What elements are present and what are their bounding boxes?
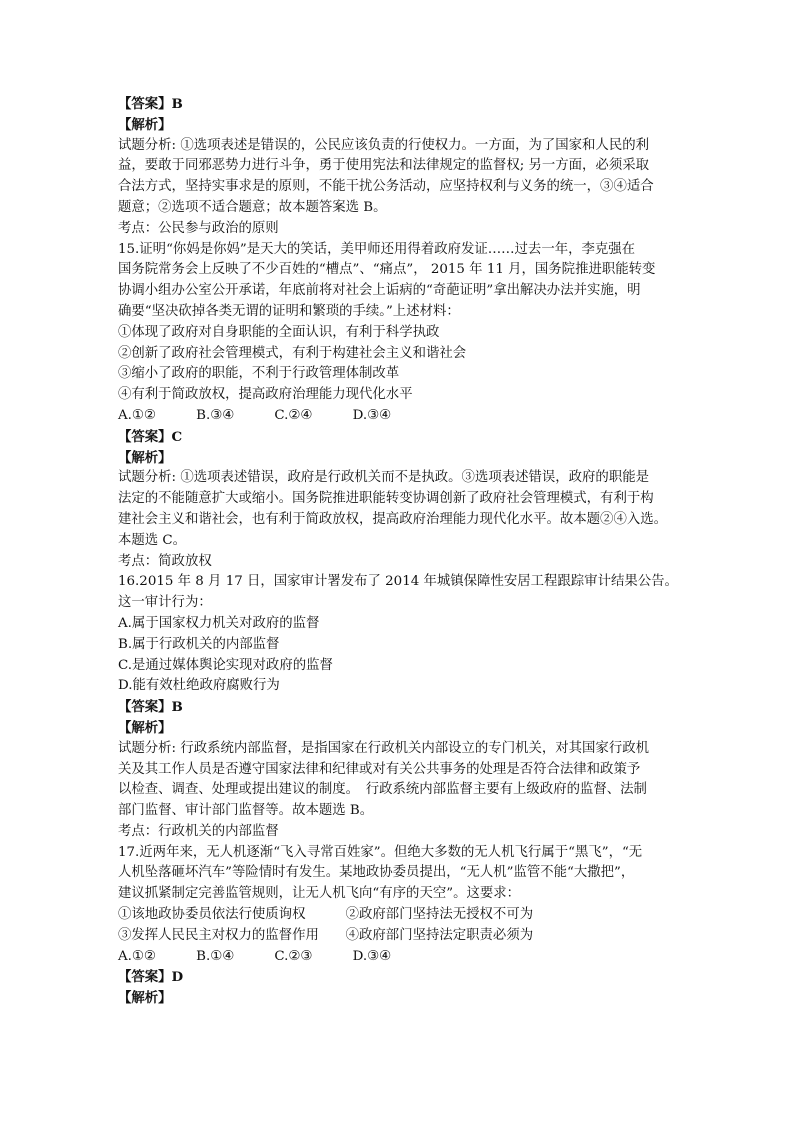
answer-label: 【答案】D xyxy=(118,969,184,986)
question-16-option: A.属于国家权力机关对政府的监督 xyxy=(118,615,320,631)
answer-label: 【答案】C xyxy=(118,428,183,445)
knowledge-point: 考点：简政放权 xyxy=(118,553,212,569)
question-15-statement: ③缩小了政府的职能，不利于行政管理体制改革 xyxy=(118,366,400,382)
question-15-stem: 15.证明“你妈是你妈”是天大的笑话，美甲师还用得着政府发证……过去一年，李克强在 xyxy=(118,241,636,257)
analysis-text: 题意；②选项不适合题意；故本题答案选 B。 xyxy=(118,199,387,215)
question-17-options: A.①② B.①④ C.②③ D.③④ xyxy=(118,948,392,964)
answer-label: 【答案】B xyxy=(118,699,183,716)
question-16-option: D.能有效杜绝政府腐败行为 xyxy=(118,678,280,694)
question-17-stem: 人机坠落砸坏汽车”等险情时有发生。某地政协委员提出，“无人机”监管不能“大撒把”， xyxy=(118,865,635,881)
analysis-text: 法定的不能随意扩大或缩小。国务院推进职能转变协调创新了政府社会管理模式，有利于构 xyxy=(118,491,654,507)
analysis-label: 【解析】 xyxy=(118,116,172,133)
document-page xyxy=(118,94,678,1009)
analysis-text: 以检查、调查、处理或提出建议的制度。 行政系统内部监督主要有上级政府的监督、法制 xyxy=(118,782,647,798)
knowledge-point: 考点：公民参与政治的原则 xyxy=(118,220,279,236)
analysis-label: 【解析】 xyxy=(118,449,172,466)
question-16-stem: 这一审计行为： xyxy=(118,595,212,611)
analysis-text: 部门监督、审计部门监督等。故本题选 B。 xyxy=(118,803,374,819)
question-15-statement: ②创新了政府社会管理模式，有利于构建社会主义和谐社会 xyxy=(118,345,467,361)
question-15-stem: 国务院常务会上反映了不少百姓的“槽点”、“痛点”， 2015 年 11 月，国务院推进职能转变 xyxy=(118,262,656,278)
question-17-statements: ①该地政协委员依法行使质询权 ②政府部门坚持法无授权不可为 xyxy=(118,907,534,923)
analysis-text: 本题选 C。 xyxy=(118,532,187,548)
question-16-option: B.属于行政机关的内部监督 xyxy=(118,636,280,652)
question-15-options: A.①② B.③④ C.②④ D.③④ xyxy=(118,407,392,423)
analysis-text: 试题分析: 行政系统内部监督，是指国家在行政机关内部设立的专门机关，对其国家行政机 xyxy=(118,740,649,756)
question-15-stem: 协调小组办公室公开承诺，年底前将对社会上诟病的“奇葩证明”拿出解决办法并实施，明 xyxy=(118,283,641,299)
question-15-statement: ①体现了政府对自身职能的全面认识，有利于科学执政 xyxy=(118,324,440,340)
answer-label: 【答案】B xyxy=(118,96,183,112)
question-17-stem: 17.近两年来，无人机逐渐“飞入寻常百姓家”。但绝大多数的无人机飞行属于“黑飞”，“无 xyxy=(118,844,643,860)
analysis-text: 试题分析: ①选项表述错误，政府是行政机关而不是执政。③选项表述错误，政府的职能是 xyxy=(118,470,649,486)
question-15-stem: 确要“坚决砍掉各类无谓的证明和繁琐的手续。”上述材料： xyxy=(118,303,460,319)
question-15-statement: ④有利于简政放权，提高政府治理能力现代化水平 xyxy=(118,387,413,403)
analysis-text: 关及其工作人员是否遵守国家法律和纪律或对有关公共事务的处理是否符合法律和政策予 xyxy=(118,761,641,777)
question-16-stem: 16.2015 年 8 月 17 日，国家审计署发布了 2014 年城镇保障性安居工程跟踪审计结果公告。 xyxy=(118,574,678,590)
knowledge-point: 考点：行政机关的内部监督 xyxy=(118,823,279,839)
question-17-statements: ③发挥人民民主对权力的监督作用 ④政府部门坚持法定职责必须为 xyxy=(118,927,534,943)
analysis-label: 【解析】 xyxy=(118,719,172,736)
analysis-text: 建社会主义和谐社会，也有利于简政放权，提高政府治理能力现代化水平。故本题②④入选。 xyxy=(118,511,668,527)
analysis-text: 合法方式，坚持实事求是的原则，不能干扰公务活动，应坚持权利与义务的统一，③④适合 xyxy=(118,179,654,195)
analysis-text: 试题分析: ①选项表述是错误的，公民应该负责的行使权力。一方面，为了国家和人民的利 xyxy=(118,137,649,153)
analysis-label: 【解析】 xyxy=(118,990,172,1007)
analysis-text: 益，要敢于同邪恶势力进行斗争，勇于使用宪法和法律规定的监督权; 另一方面，必须采取 xyxy=(118,158,649,174)
question-17-stem: 建议抓紧制定完善监管规则，让无人机飞向“有序的天空”。这要求： xyxy=(118,886,521,902)
question-16-option: C.是通过媒体舆论实现对政府的监督 xyxy=(118,657,333,673)
